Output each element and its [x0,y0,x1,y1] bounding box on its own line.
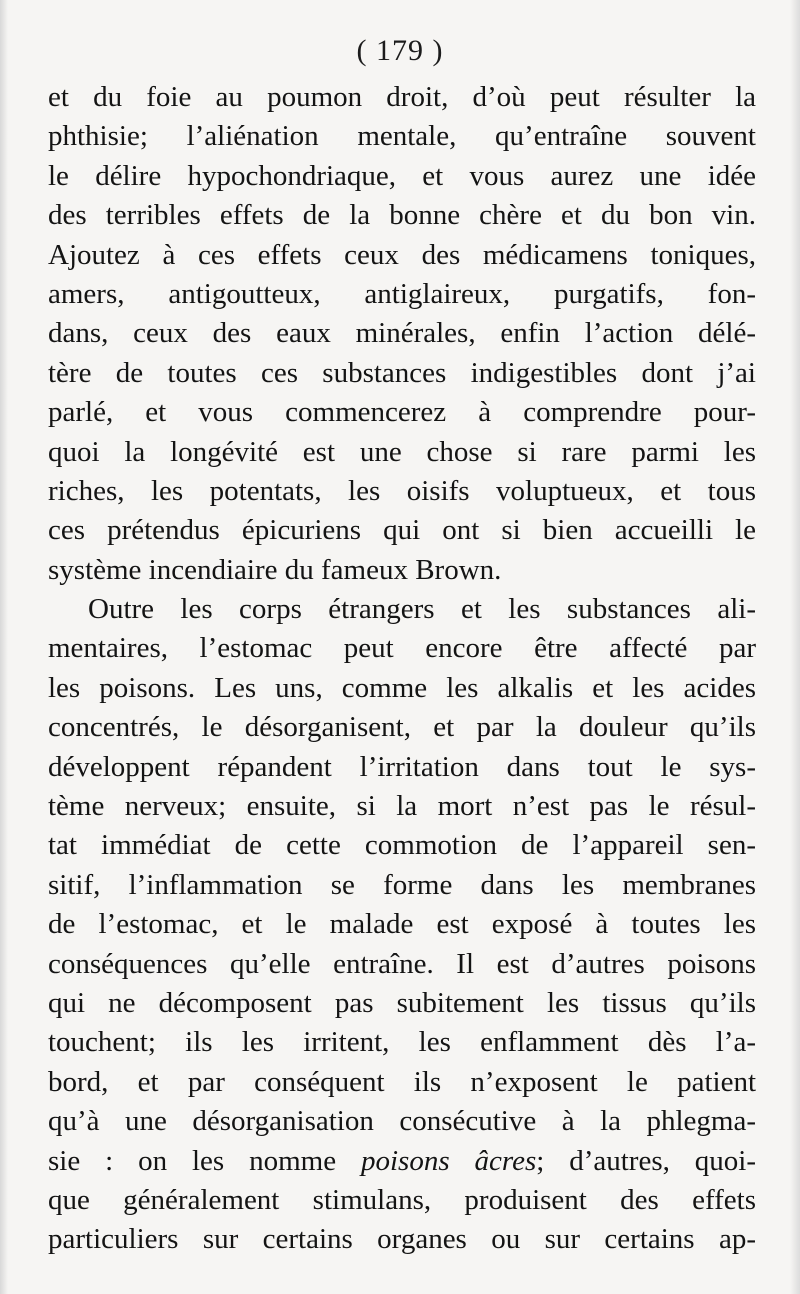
paragraph-end-line: système incendiaire du fameux Brown. [48,553,502,586]
text-line: tème nerveux; ensuite, si la mort n’est pas le résul- [48,790,756,823]
text-line: particuliers sur certains organes ou sur certains ap- [48,1223,756,1256]
text-line: le délire hypochondriaque, et vous aurez une idée [48,159,756,192]
text-line: conséquences qu’elle entraîne. Il est d’autres poisons [48,947,756,980]
text-line: riches, les potentats, les oisifs voluptueux, et tous [48,474,756,507]
text-line: ces prétendus épicuriens qui ont si bien accueilli le [48,514,756,547]
page-number: ( 179 ) [356,34,444,67]
text-line: concentrés, le désorganisent, et par la douleur qu’ils [48,711,756,744]
text-line: mentaires, l’estomac peut encore être affecté par [48,632,756,665]
text-line: des terribles effets de la bonne chère et du bon vin. [48,199,756,232]
text-line: dans, ceux des eaux minérales, enfin l’action délé- [48,317,756,350]
body-text [48,78,756,1260]
line-text-before-italic: sie : on les nomme [48,1144,361,1177]
text-line: que généralement stimulans, produisent des effets [48,1183,756,1216]
text-line: les poisons. Les uns, comme les alkalis et les acides [48,671,756,704]
text-line: touchent; ils les irritent, les enflamment dès l’a- [48,1026,756,1059]
text-line: qui ne décomposent pas subitement les tissus qu’ils [48,986,756,1019]
text-line: Ajoutez à ces effets ceux des médicamens toniques, [48,238,756,271]
text-line: tère de toutes ces substances indigestibles dont j’ai [48,356,756,389]
text-line: quoi la longévité est une chose si rare parmi les [48,435,756,468]
text-line: tat immédiat de cette commotion de l’appareil sen- [48,829,756,862]
text-line: et du foie au poumon droit, d’où peut résulter la [48,81,756,113]
text-line: de l’estomac, et le malade est exposé à toutes les [48,908,756,941]
text-line: amers, antigoutteux, antiglaireux, purgatifs, fon- [48,277,756,310]
text-line: phthisie; l’aliénation mentale, qu’entraîne souvent [48,120,756,153]
line-text-after-italic: ; d’autres, quoi- [536,1144,756,1177]
text-line: qu’à une désorganisation consécutive à la phlegma- [48,1105,756,1138]
italic-term: poisons âcres [360,1144,537,1177]
text-line: développent répandent l’irritation dans tout le sys- [48,750,756,783]
paragraph-first-line: Outre les corps étrangers et les substances ali- [88,593,756,626]
text-line-with-italic [48,1142,756,1181]
text-line: parlé, et vous commencerez à comprendre pour- [48,396,756,429]
text-line: bord, et par conséquent ils n’exposent le patient [48,1065,756,1098]
text-line: sitif, l’inflammation se forme dans les membranes [48,868,756,901]
